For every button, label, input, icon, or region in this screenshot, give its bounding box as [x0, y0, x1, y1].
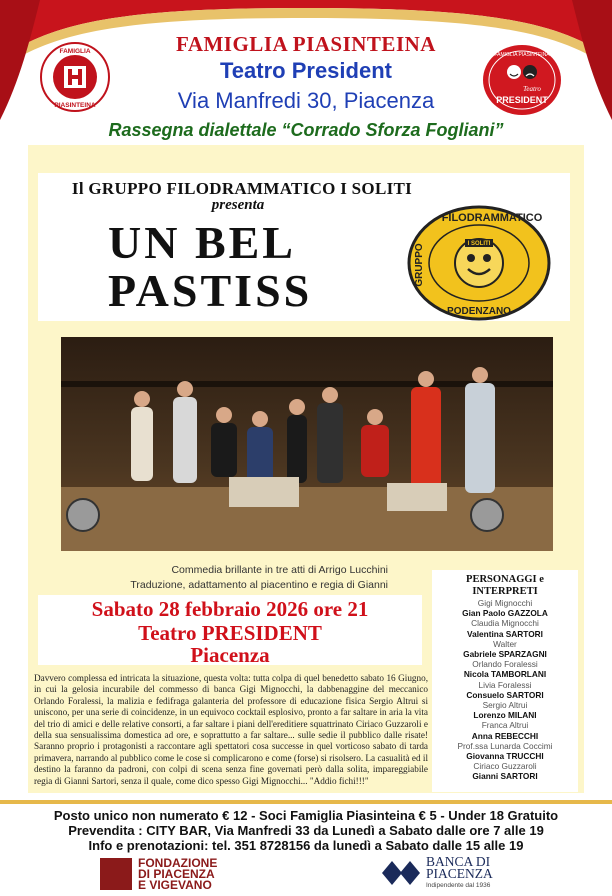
cast-role: Ciriaco Guzzaroli [473, 761, 537, 772]
ticket-prices: Posto unico non numerato € 12 - Soci Famiglia Piasinteina € 5 - Under 18 Gratuito [53, 808, 559, 823]
fondazione-line1: FONDAZIONE [138, 856, 218, 870]
cast-role: Orlando Foralessi [472, 659, 538, 670]
banca-line2: PIACENZA [426, 866, 493, 881]
cast-list [432, 570, 578, 792]
presenta-label: presenta [211, 197, 265, 213]
cast-actor: Gian Paolo GAZZOLA [462, 608, 548, 619]
event-box [38, 595, 422, 665]
cast-role: Walter [493, 638, 517, 649]
right-logo-top-text: FAMIGLIA PIASINTEINA [494, 52, 550, 58]
event-date: Sabato 28 febbraio 2026 ore 21 [91, 597, 369, 621]
credit-line1: Commedia brillante in tre atti di Arrigo Lucchini [171, 564, 388, 576]
booking-info: Info e prenotazioni: tel. 351 8728156 da lunedì a Sabato dalle 15 alle 19 [88, 838, 524, 853]
theatre-name: Teatro President [220, 58, 392, 83]
i-soliti-badge-logo [404, 203, 554, 323]
group-name: Il GRUPPO FILODRAMMATICO I SOLITI [71, 179, 413, 198]
synopsis-text: Davvero complessa ed intricata la situazione, questa volta: tutta colpa di quel benedetto sabato 16 Giugno, in cui la gelosia incurabile del commesso di banca Gigi Mignocchi, la dabbenaggine del meccanico Orlando Foralessi, la malizia e fedifraga galanteria del professore di educazione fisica Sergio Altrui si uniscono, per una serie di coincidenze, in un equivoco cocktail esplosivo, pronto a far saltare in aria la vita del trio di amici e delle relative consorti, a far saltare i piani dell'ereditiere squattrinato Ciriaco Guzzaroli e della sua sensualissima domestica ad ore, e soprattutto a far saltare... sulle sedie il pubblico dalle risate! Saranno proprio i protagonisti a raccontare agli spettatori cosa successe in quel vorticoso sabato di tarda primavera, narrando al pubblico come le cose si complicarono e come (forse) si risolsero. La casualità ed il destino la faranno da padroni, con colpi di scena senza fine governati però dalla solita, impareggiabile regia di Gianni Sartori, senza il quale, come dico spesso Gigi Mignocchi... "Addio fichi!!!" [34, 673, 428, 786]
cast-actor: Anna REBECCHI [471, 730, 539, 741]
header [0, 32, 612, 114]
footer [0, 800, 612, 896]
fondazione-line2: DI PIACENZA [138, 867, 215, 881]
show-title-box [38, 173, 570, 321]
show-title-line1: UN BEL [108, 217, 296, 268]
presale-info: Prevendita : CITY BAR, Via Manfredi 33 da Lunedì a Sabato dalle ore 7 alle 19 [68, 823, 544, 838]
cast-actor: Lorenzo MILANI [473, 710, 537, 721]
fondazione-mark-icon [100, 858, 132, 890]
show-title [108, 219, 312, 315]
cast-role: Franca Altrui [481, 720, 529, 731]
badge-left-text: GRUPPO [414, 243, 425, 287]
cast-heading-line1: PERSONAGGI e [466, 574, 544, 585]
left-logo-top-text: FAMIGLIA [59, 48, 91, 55]
badge-center-text: I SOLITI [467, 241, 491, 247]
banca-mark-icon [382, 859, 422, 887]
right-logo-mid-text: Teatro [523, 85, 541, 93]
banca-subtitle: Indipendente dal 1936 [426, 882, 491, 889]
credit-line2: Traduzione, adattamento al piacentino e regia di Gianni [130, 579, 388, 591]
cast-role: Sergio Altrui [482, 700, 528, 711]
poster-panel [28, 145, 584, 793]
cast-actor: Valentina SARTORI [467, 628, 543, 639]
fondazione-text [138, 858, 217, 891]
event-venue: Teatro PRESIDENT [138, 621, 322, 645]
cast-heading-line2: INTERPRETI [472, 586, 538, 597]
cast-actor: Gabriele SPARZAGNI [463, 649, 547, 660]
cast-actor: Gianni SARTORI [472, 771, 538, 782]
cast-role: Livia Foralessi [478, 679, 532, 690]
cast-photo [61, 337, 553, 551]
cast-actor: Nicola TAMBORLANI [463, 669, 547, 680]
fondazione-sponsor-logo [100, 856, 280, 892]
event-city: Piacenza [190, 643, 270, 667]
banca-sponsor-logo [382, 856, 522, 892]
cast-actor: Giovanna TRUCCHI [466, 751, 544, 762]
cast-role: Gigi Mignocchi [477, 598, 533, 608]
banca-line1: BANCA DI [426, 854, 491, 869]
banca-text [426, 856, 493, 880]
fondazione-line3: E VIGEVANO [138, 878, 212, 892]
cast-actor: Consuelo SARTORI [466, 689, 544, 700]
rassegna-title: Rassegna dialettale “Corrado Sforza Fogliani” [108, 120, 504, 140]
cast-role: Claudia Mignocchi [471, 618, 539, 629]
show-title-line2: PASTISS [108, 265, 313, 316]
association-name: FAMIGLIA PIASINTEINA [176, 32, 436, 56]
left-logo-bottom-text: PIASINTEINA [54, 102, 96, 109]
theatre-address: Via Manfredi 30, Piacenza [177, 88, 435, 113]
cast-role: Prof.ssa Lunarda Coccimi [457, 740, 553, 751]
right-logo-bottom-text: PRESIDENT [496, 95, 548, 105]
badge-bottom-text: PODENZANO [447, 306, 511, 317]
cast-members [432, 598, 578, 782]
badge-top-text: FILODRAMMATICO [441, 212, 543, 224]
